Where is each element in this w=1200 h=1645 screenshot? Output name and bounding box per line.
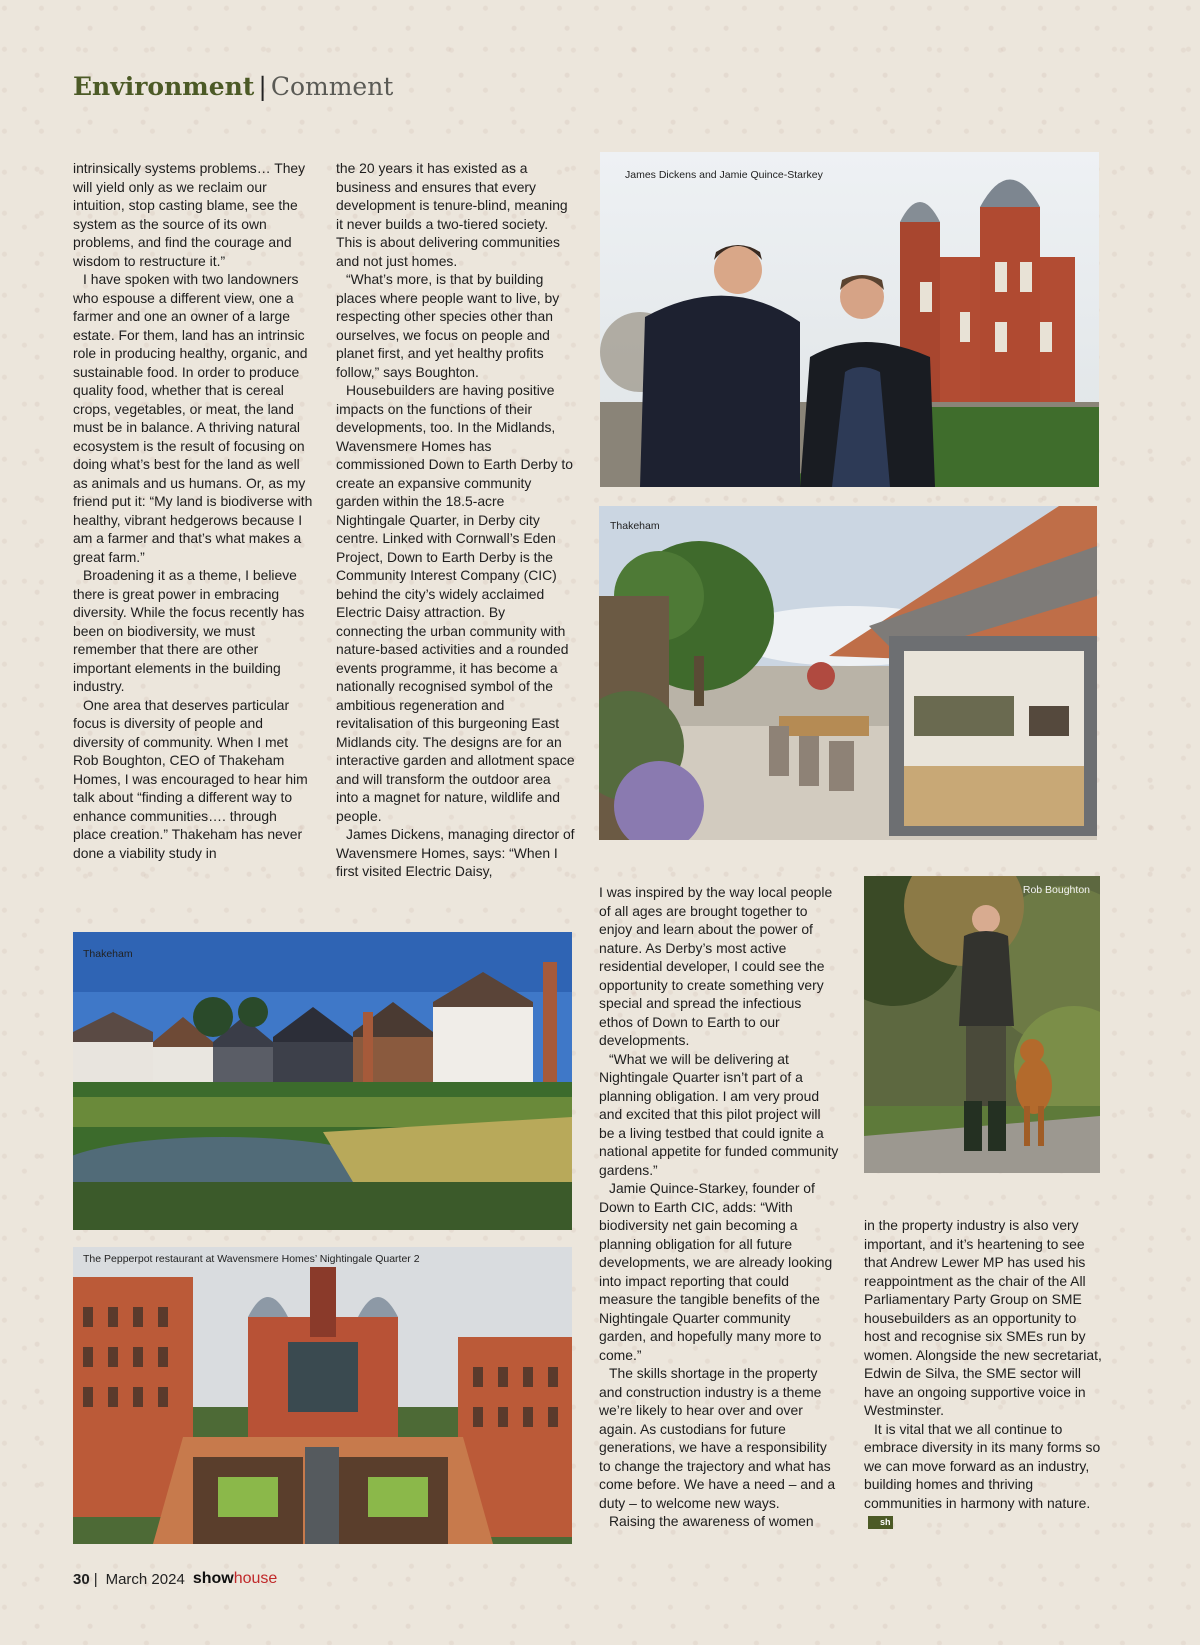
paragraph: Broadening it as a theme, I believe there is great power in embracing diversity. While the focus recently has been on biodiversity, we must remember that there are other important elements in the building industry.: [73, 567, 305, 694]
photo-rob-boughton: [864, 876, 1100, 1173]
photo-caption: The Pepperpot restaurant at Wavensmere Homes’ Nightingale Quarter 2: [83, 1253, 420, 1265]
photo-caption: Rob Boughton: [1022, 884, 1090, 896]
issue-date: March 2024: [105, 1570, 185, 1588]
paragraph: One area that deserves particular focus is diversity of people and diversity of community. When I met Rob Boughton, CEO of Thakeham Homes, I was encouraged to hear him talk about “finding a different way to enhance communities…. through place creation.” Thakeham has never done a viability study in: [73, 696, 308, 861]
section-header: [73, 72, 393, 101]
photo-thakeham-houses: [73, 932, 572, 1230]
article-column-3: [599, 883, 839, 1531]
page-footer: [73, 1570, 277, 1588]
photo-dickens-quince-starkey: [600, 152, 1099, 487]
photo-terrace-image: [599, 506, 1097, 840]
paragraph-text: It is vital that we all continue to embrace diversity in its many forms so we can move forward as an industry, building homes and thriving communities in harmony with nature.: [864, 1420, 1101, 1511]
photo-houses-image: [73, 932, 572, 1230]
header-separator: |: [258, 72, 267, 101]
photo-caption: Thakeham: [610, 520, 660, 532]
paragraph: [864, 1420, 1102, 1531]
photo-dickens-image: [600, 152, 1099, 487]
article-column-1: [73, 159, 313, 862]
paragraph: in the property industry is also very important, and it’s heartening to see that Andrew Lewer MP has used his reappointment as the chair of the All Parliamentary Party Group on SME housebuilders as an opportunity to host and recognise six SMEs run by women. Alongside the new secretariat, Edwin de Silva, the SME sector will have an ongoing supportive voice in Westminster.: [864, 1217, 1102, 1418]
paragraph: “What we will be delivering at Nightingale Quarter isn’t part of a planning obligation. I am very proud and excited that this pilot project will be a living testbed that could ignite a national appetite for funded community gardens.”: [599, 1050, 839, 1178]
section-kind: Comment: [270, 72, 394, 101]
page-number: 30: [73, 1570, 90, 1588]
paragraph: Housebuilders are having positive impacts on the functions of their developments, too. In the Midlands, Wavensmere Homes has commissioned Down to Earth Derby to create an expansive community garden within the 18.5-acre Nightingale Quarter, in Derby city centre. Linked with Cornwall’s Eden Project, Down to Earth Derby is the Community Interest Company (CIC) behind the city’s widely acclaimed Electric Daisy attraction. By connecting the urban community with nature-based activities and a rounded events programme, it has become a nationally recognised symbol of the ambitious regeneration and revitalisation of this burgeoning East Midlands city. The designs are for an interactive garden and allotment space and will transform the outdoor area into a magnet for nature, wildlife and people.: [336, 382, 575, 824]
photo-thakeham-terrace: [599, 506, 1097, 840]
paragraph: the 20 years it has existed as a business and ensures that every development is tenure-blind, meaning it never builds a two-tiered society. This is about delivering communities and not just homes.: [336, 160, 568, 269]
paragraph: I was inspired by the way local people of all ages are brought together to enjoy and learn about the power of nature. As Derby’s most active residential developer, I could see the opportunity to create something very special and spread the infectious ethos of Down to Earth to our developments.: [599, 884, 833, 1048]
brand-logo-light: house: [233, 1570, 278, 1587]
paragraph: I have spoken with two landowners who espouse a different view, one a farmer and one an owner of a large estate. For them, land has an intrinsic role in producing healthy, organic, and sustainable food. In order to produce quality food, whether that is cereal crops, vegetables, or meat, the land must be in balance. A thriving natural ecosystem is the result of focusing on doing what’s best for the land as well as animals and us humans. Or, as my friend put it: “My land is biodiverse with healthy, vibrant hedgerows because I am a farmer and that’s what makes a great farm.”: [73, 271, 313, 565]
brand-logo-bold: show: [192, 1570, 234, 1587]
photo-pepperpot-image: [73, 1247, 572, 1544]
end-mark-icon: sh: [868, 1516, 893, 1529]
paragraph: Jamie Quince-Starkey, founder of Down to Earth CIC, adds: “With biodiversity net gain becoming a planning obligation for all future developments, we are already looking into impact reporting that could measure the tangible benefits of the Nightingale Quarter community garden, and hopefully many more to come.”: [599, 1180, 833, 1363]
article-column-4: [864, 1216, 1102, 1531]
photo-pepperpot-restaurant: [73, 1247, 572, 1544]
photo-boughton-image: [864, 876, 1100, 1173]
photo-caption: Thakeham: [83, 948, 133, 960]
footer-divider: |: [93, 1570, 98, 1588]
paragraph: intrinsically systems problems… They will yield only as we reclaim our intuition, stop casting blame, see the system as the source of its own problems, and find the courage and wisdom to restructure it.”: [73, 160, 306, 269]
section-name: Environment: [73, 72, 255, 101]
article-column-2: [336, 159, 576, 881]
paragraph: James Dickens, managing director of Wavensmere Homes, says: “When I first visited Electric Daisy,: [336, 826, 575, 879]
paragraph: The skills shortage in the property and construction industry is a theme we’re likely to hear over and over again. As custodians for future generations, we have a responsibility to change the trajectory and what has come before. We have a need – and a duty – to welcome new ways.: [599, 1365, 836, 1511]
paragraph: “What’s more, is that by building places where people want to live, by respecting other species other than ourselves, we focus on people and planet first, and yet healthy profits follow,” says Boughton.: [336, 271, 560, 380]
paragraph: Raising the awareness of women: [609, 1513, 814, 1529]
photo-caption: James Dickens and Jamie Quince-Starkey: [625, 169, 823, 181]
